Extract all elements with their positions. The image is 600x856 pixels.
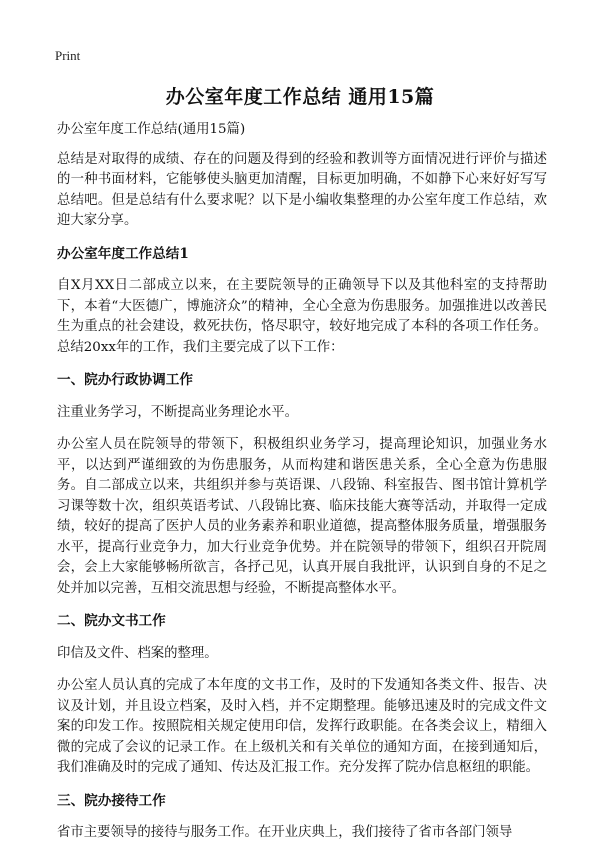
page-title: 办公室年度工作总结 通用15篇 [165,86,435,108]
print-link[interactable]: Print [55,48,81,63]
section1-paragraph: 自X月XX日二部成立以来，在主要院领导的正确领导下以及其他科室的支持帮助下，本着“大医德广，博施济众”的精神，全心全意为伤患服务。加强推进以改善民生为重点的社会建设，救死扶伤，恪尽职守，较好地完成了本科的各项工作任务。总结20xx年的工作，我们主要完成了以下工作： [57,278,547,355]
admin-paragraph-2: 办公室人员在院领导的带领下，积极组织业务学习，提高理论知识，加强业务水平，以达到严谨细致的为伤患服务，从而构建和谐医患关系，全心全意为伤患服务。自二部成立以来，共组织并参与英语课、八段锦、科室报告、图书馆计算机学习课等数十次，组织英语考试、八段锦比赛、临床技能大赛等活动，并取得一定成绩，较好的提高了医护人员的业务素养和职业道德，提高整体服务质量，增强服务水平，提高行业竞争力，加大行业竞争优势。并在院领导的带领下，组织召开院周会，会上大家能够畅所欲言，各抒己见，认真开展自我批评，认识到自身的不足之处并加以完善，互相交流思想与经验，不断提高整体水平。 [57,437,547,596]
docs-paragraph-1: 印信及文件、档案的整理。 [57,645,218,661]
docs-paragraph-2: 办公室人员认真的完成了本年度的文书工作，及时的下发通知各类文件、报告、决议及计划，并且设立档案，及时入档，并不定期整理。能够迅速及时的完成文件文案的印发工作。按照院相关规定使用印信，发挥行政职能。在各类会议上，精细入微的完成了会议的记录工作。在上级机关和有关单位的通知方面，在接到通知后，我们准确及时的完成了通知、传达及汇报工作。充分发挥了院办信息枢纽的职能。 [57,678,547,775]
reception-heading: 三、院办接待工作 [57,792,166,809]
document-subtitle: 办公室年度工作总结(通用15篇) [57,122,246,137]
admin-paragraph-1: 注重业务学习，不断提高业务理论水平。 [57,404,299,420]
document-body [57,120,547,856]
admin-heading: 一、院办行政协调工作 [57,372,193,388]
docs-heading: 二、院办文书工作 [57,613,166,629]
section1-heading: 办公室年度工作总结1 [57,245,189,262]
intro-paragraph: 总结是对取得的成绩、存在的问题及得到的经验和教训等方面情况进行评价与描述的一种书面材料，它能够使头脑更加清醒，目标更加明确，不如静下心来好好写写总结吧。但是总结有什么要求呢？以下是小编收集整理的办公室年度工作总结，欢迎大家分享。 [57,151,547,228]
reception-paragraph-1: 省市主要领导的接待与服务工作。在开业庆典上，我们接待了省市各部门领导 [57,825,513,840]
